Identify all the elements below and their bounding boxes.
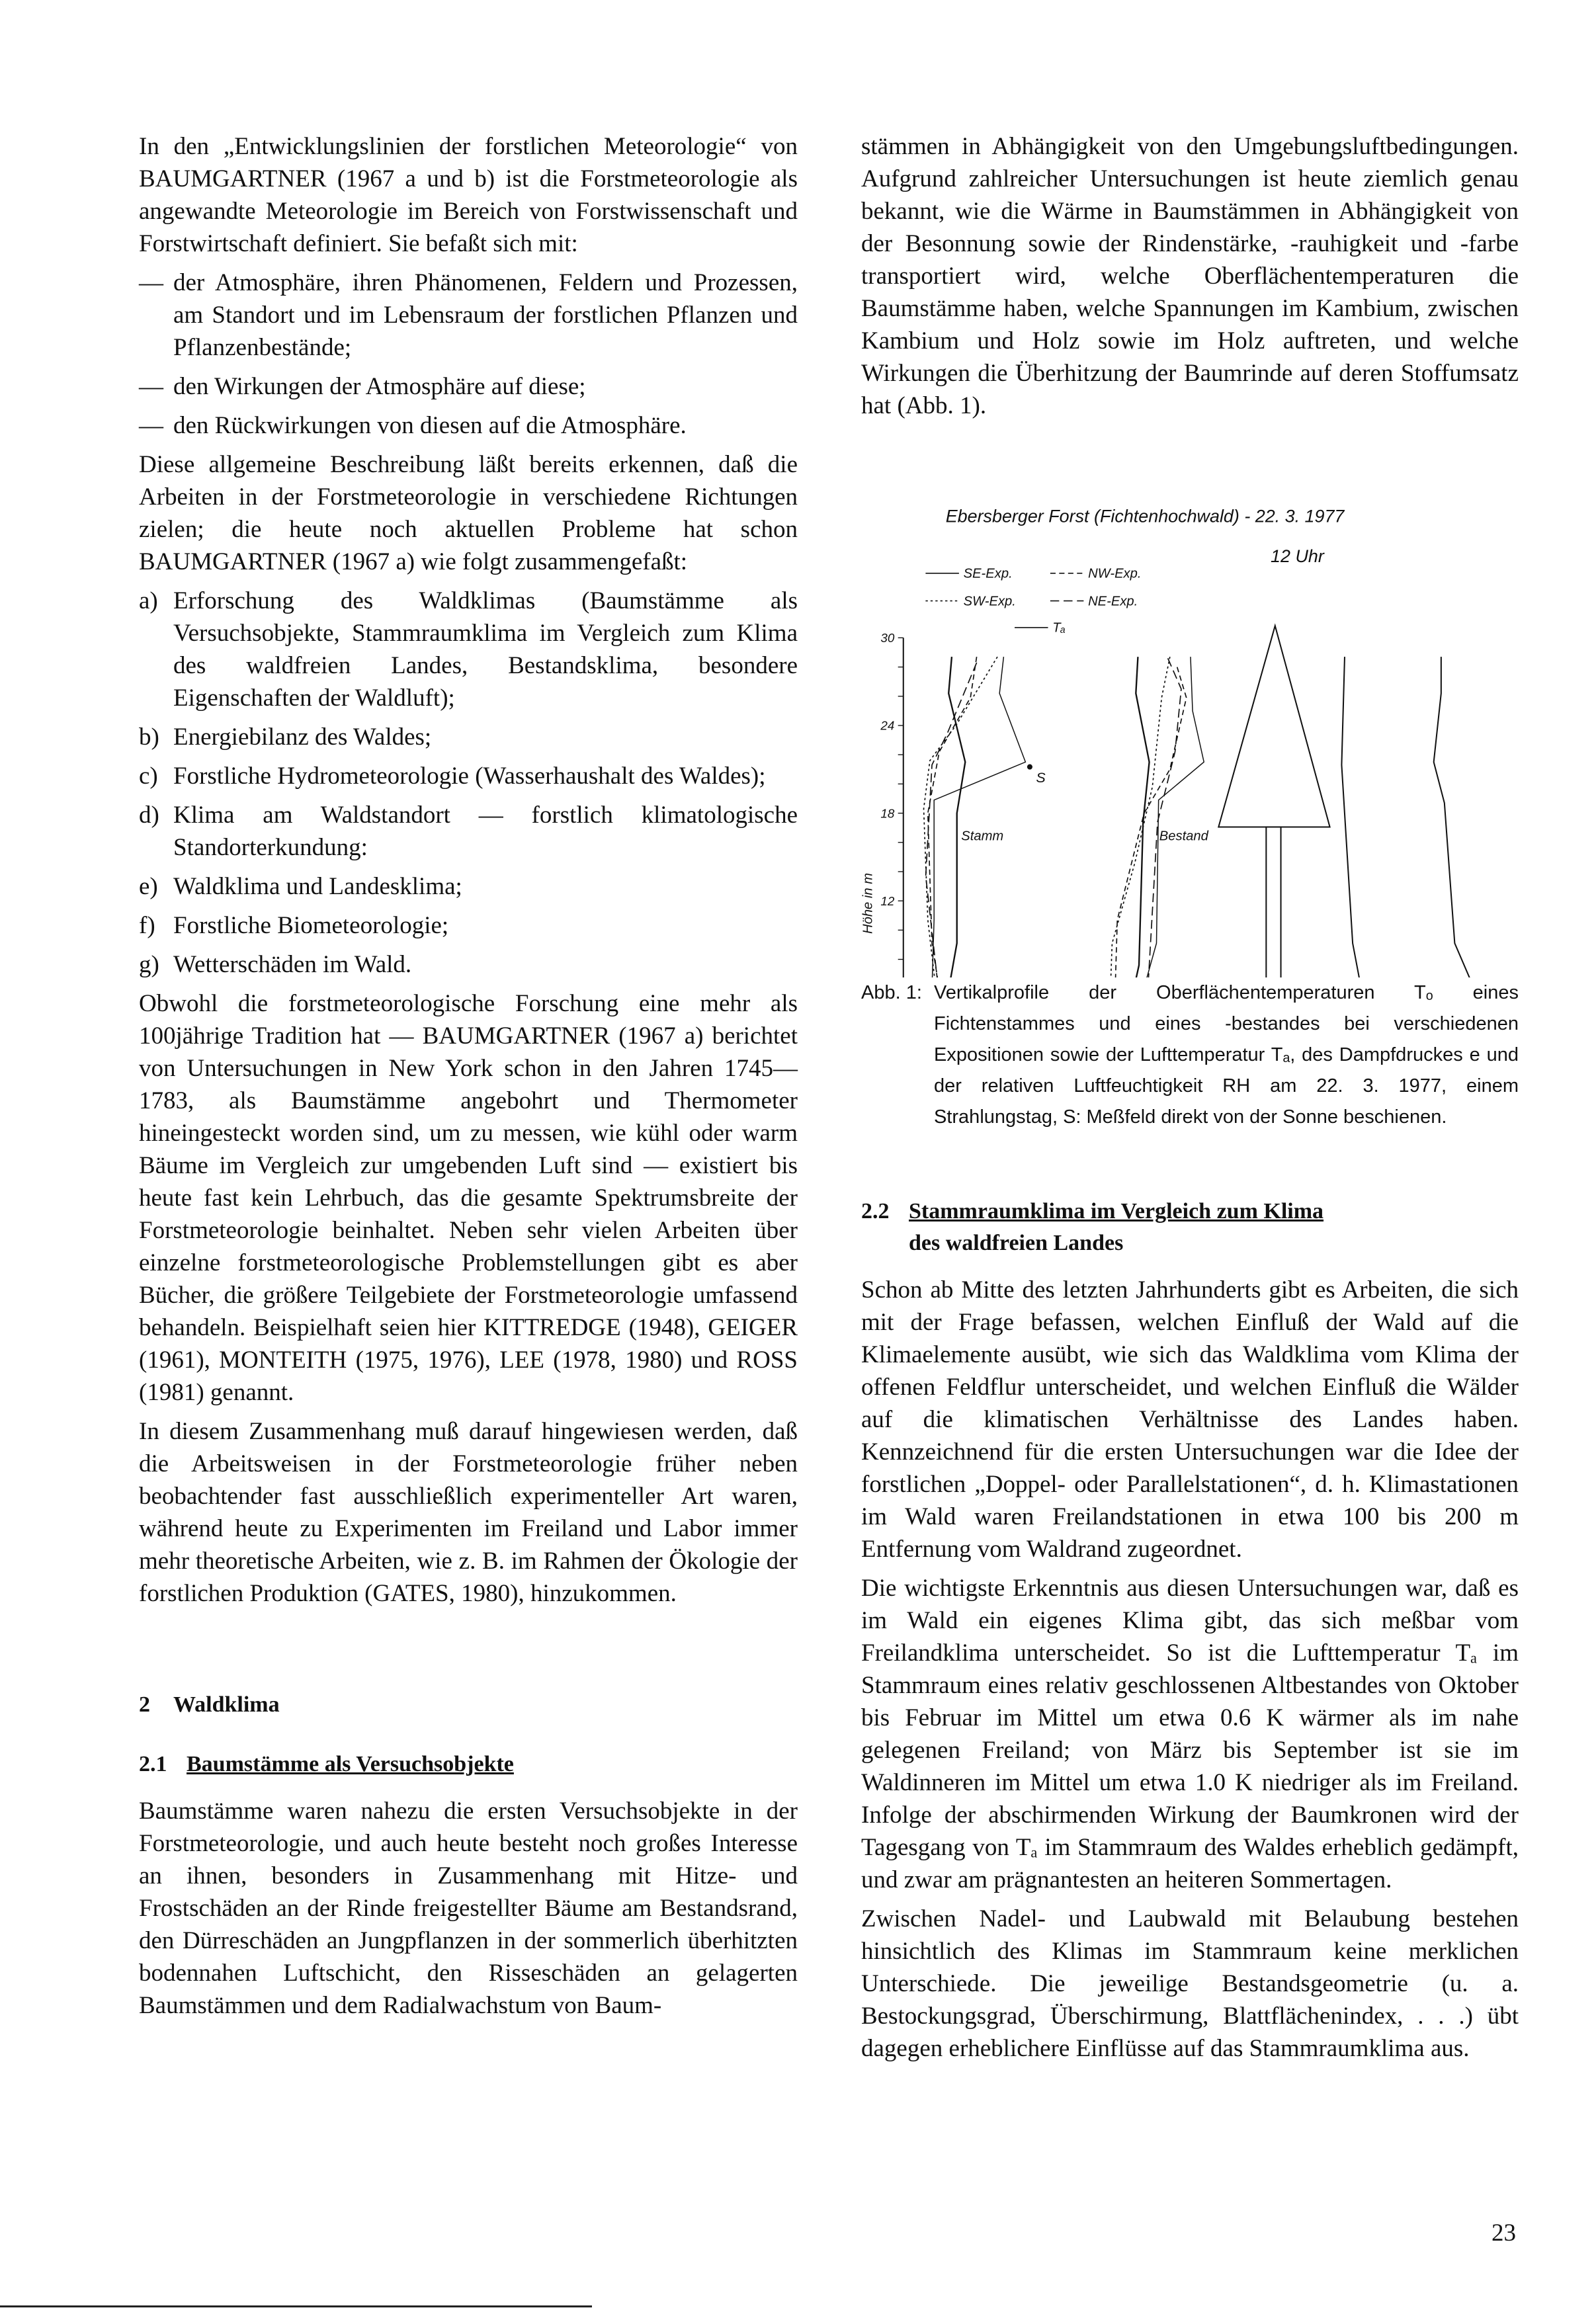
series-line-e-e [1341,657,1373,977]
paragraph: Diese allgemeine Beschreibung läßt bereits erkennen, daß die Arbeiten in der Forstmeteorologie in verschiedene Richtungen zielen; die heute noch aktuellen Probleme hat schon BAUMGARTNER (1967 a) wie folgt zusammengefaßt: [139,451,798,575]
right-column [861,130,1519,2071]
series-line-bestand-seexp [1119,657,1149,977]
section-number: 2.1 [139,1752,167,1776]
list-marker: a) [139,587,158,614]
list-marker: c) [139,763,158,790]
paragraph: Baumstämme waren nahezu die ersten Versuchsobjekte in der Forstmeteorologie, und auch heute besteht noch großes Interesse an ihnen, besonders in Zusammenhang mit Hitze- und Frostschäden an der Rinde freigestellter Bäume am Bestandsrand, den Dürreschäden an Jungpflanzen in der sommerlich überhitzten bodennahen Luftschicht, den Risseschäden an gelagerten Baumstämmen und dem Radialwachstum von Baum- [139,1798,798,2019]
list-marker: g) [139,951,159,978]
legend-label: NE-Exp. [1088,594,1138,609]
list-item [139,409,798,442]
paragraph: Obwohl die forstmeteorologische Forschung eine mehr als 100jährige Tradition hat — BAUMGARTNER (1967 a) berichtet von Untersuchungen in New York schon in den Jahren 1745—1783, als Baumstämme angebohrt und Thermometer hineingesteckt worden sind, um zu messen, wie kühl oder warm Bäume im Vergleich zur umgebenden Luft sind — existiert bis heute fast kein Lehrbuch, das die gesamte Spektrumsbreite der Forstmeteorologie beinhaltet. Neben sehr vielen Arbeiten über einzelne forstmeteorologische Problemstellungen gibt es aber Bücher, die größere Teilgebiete der Forstmeteorologie umfassend behandeln. Beispielhaft seien hier KITTREDGE (1948), GEIGER (1961), MONTEITH (1975, 1976), LEE (1978, 1980) und ROSS (1981) genannt. [139,990,798,1406]
list-item [139,721,798,753]
list-text: Waldklima und Landesklima; [173,873,462,900]
y-axis-label: Höhe in m [861,872,876,934]
list-text: Erforschung des Waldklimas (Baumstämme als Versuchsobjekte, Stammraumklima im Vergleich zum Klima des waldfreien Landes, Bestandsklima, besondere Eigenschaften der Waldluft); [173,587,798,712]
list-item [139,799,798,864]
list-text: Klima am Waldstandort — forstlich klimatologische Standorterkundung: [173,802,798,861]
axes [880,631,1512,977]
section-title: Stammraumklima im Vergleich zum Klima [909,1199,1324,1223]
section-title: Waldklima [173,1692,280,1717]
series-line-bestand-neexp [1144,658,1181,977]
chart-title: Ebersberger Forst (Fichtenhochwald) - 22. 3. 1977 [945,506,1345,526]
list-text: den Wirkungen der Atmosphäre auf diese; [173,373,586,400]
legend-label: SE-Exp. [963,566,1013,581]
subsection-heading [861,1196,1519,1259]
paragraph: stämmen in Abhängigkeit von den Umgebungsluftbedingungen. Aufgrund zahlreicher Untersuchungen ist heute ziemlich genau bekannt, wie die Wärme in Baumstämmen in Abhängigkeit von der Besonnung sowie der Rindenstärke, -rauhigkeit und -farbe transportiert wird, welche Oberflächentemperaturen die Baumstämme haben, welche Spannungen im Kambium, zwischen Kambium und Holz sowie im Holz auftreten, und welche Wirkungen die Überhitzung der Baumrinde auf deren Stoffumsatz hat (Abb. 1). [861,133,1519,419]
figure-caption [861,977,1519,1133]
paragraph: In den „Entwicklungslinien der forstlichen Meteorologie“ von BAUMGARTNER (1967 a und b) ist die Forstmeteorologie als angewandte Meteorologie im Bereich von Forstwissenschaft und Forstwirtschaft definiert. Sie befaßt sich mit: [139,133,798,257]
list-text: den Rückwirkungen von diesen auf die Atmosphäre. [173,412,687,439]
section-number: 2.2 [861,1199,890,1223]
y-tick-label: 30 [880,631,895,645]
list-marker: f) [139,912,155,939]
sun-marker [1027,765,1032,770]
series-line-stamm-seexp [937,657,965,977]
section-title-cont: des waldfreien Landes [909,1231,1124,1255]
paragraph: Schon ab Mitte des letzten Jahrhunderts gibt es Arbeiten, die sich mit der Frage befassen, welchen Einfluß der Wald auf die Klimaelemente ausübt, wie sich das Waldklima vom Klima der offenen Feldflur unterscheidet, und welchen Einfluß die Wälder auf die klimatischen Verhältnisse des Landes haben. Kennzeichnend für die ersten Untersuchungen war die Idee der forstlichen „Doppel- oder Parallelstationen“, d. h. Klimastationen im Wald waren Freilandstationen in etwa 100 bis 200 m Entfernung vom Waldrand zugeordnet. [861,1276,1519,1563]
list-item [139,267,798,364]
chart-subtitle: 12 Uhr [1271,546,1324,566]
series-line-bestand-swexp [1108,657,1170,977]
figure-container [850,475,1519,977]
legend-label: SW-Exp. [963,594,1016,609]
subsection-heading [139,1749,798,1780]
annotation-s: S [1036,770,1046,786]
series-line-stamm-swexp [924,657,997,977]
series-group [924,657,1503,977]
section-title: Baumstämme als Versuchsobjekte [187,1752,514,1776]
y-tick-label: 24 [880,718,895,733]
caption-label: Abb. 1: [861,982,922,1003]
list-marker: — [139,412,163,439]
list-item [139,948,798,981]
series-line-bestand-t [1126,657,1204,977]
list-marker: b) [139,724,159,751]
list-item [139,585,798,714]
panel-label-stamm: Stamm [961,829,1004,844]
list-text: Forstliche Hydrometeorologie (Wasserhaushalt des Waldes); [173,763,766,790]
list-item [139,760,798,792]
list-text: Wetterschäden im Wald. [173,951,412,978]
series-line-stamm-t [930,657,1025,977]
list-item [139,909,798,942]
list-text: der Atmosphäre, ihren Phänomenen, Feldern und Prozessen, am Standort und im Lebensraum der forstlichen Pflanzen und Pflanzenbestände; [173,269,798,361]
page-number: 23 [1491,2219,1516,2247]
left-column [139,130,798,2028]
y-tick-label: 12 [880,893,895,908]
list-item [139,370,798,403]
section-number: 2 [139,1692,150,1717]
list-marker: — [139,269,163,296]
legend-label: NW-Exp. [1088,566,1142,581]
section-heading [139,1689,798,1721]
paragraph: In diesem Zusammenhang muß darauf hingewiesen werden, daß die Arbeitsweisen in der Forstmeteorologie früher neben beobachtender fast ausschließlich experimenteller Art waren, während heute zu Experimenten im Freiland und Labor immer mehr theoretische Arbeiten, wie z. B. im Rahmen der Ökologie der forstlichen Produktion (GATES, 1980), hinzukommen. [139,1418,798,1607]
series-line-stamm-nwexp [928,657,977,977]
series-line-bestand-nwexp [1115,667,1187,977]
caption-text: Vertikalprofile der Oberflächentemperaturen Tₒ eines Fichtenstammes und eines -bestandes bei verschiedenen Expositionen sowie der Lufttemperatur Tₐ, des Dampfdruckes e und der relativen Luftfeuchtigkeit RH am 22. 3. 1977, einem Strahlungstag, S: Meßfeld direkt von der Sonne beschienen. [934,982,1519,1128]
list-marker: d) [139,802,159,829]
legend-label: Tₐ [1052,620,1066,636]
list-marker: e) [139,873,158,900]
panel-label-bestand: Bestand [1159,829,1208,844]
list-item [139,870,798,903]
list-text: Energiebilanz des Waldes; [173,724,432,751]
y-tick-label: 18 [880,806,895,821]
list-text: Forstliche Biometeorologie; [173,912,449,939]
paragraph: Die wichtigste Erkenntnis aus diesen Untersuchungen war, daß es im Wald ein eigenes Klima gibt, das sich meßbar vom Freilandklima unterscheidet. So ist die Lufttemperatur Tₐ im Stammraum eines relativ geschlossenen Altbestandes von Oktober bis Februar im Mittel um etwa 0.6 K wärmer als im nahe gelegenen Freiland; von März bis September ist sie im Waldinneren im Mittel um etwa 1.0 K niedriger als im Freiland. Infolge der abschirmenden Wirkung der Baumkronen wird der Tagesgang von Tₐ im Stammraum des Waldes erheblich gedämpft, und zwar am prägnantesten an heiteren Sommertagen. [861,1575,1519,1893]
legend [925,567,1141,636]
paragraph: Zwischen Nadel- und Laubwald mit Belaubung bestehen hinsichtlich des Klimas im Stammraum keine merklichen Unterschiede. Die jeweilige Bestandsgeometrie (u. a. Bestockungsgrad, Überschirmung, Blattflächenindex, . . .) übt dagegen erheblichere Einflüsse auf das Stammraumklima aus. [861,1905,1519,2062]
series-line-rh-rh [1434,657,1503,977]
figure-vertical-profiles [850,475,1544,977]
tree-icon [1218,626,1329,977]
list-marker: — [139,373,163,400]
footer-rule [0,2305,592,2307]
